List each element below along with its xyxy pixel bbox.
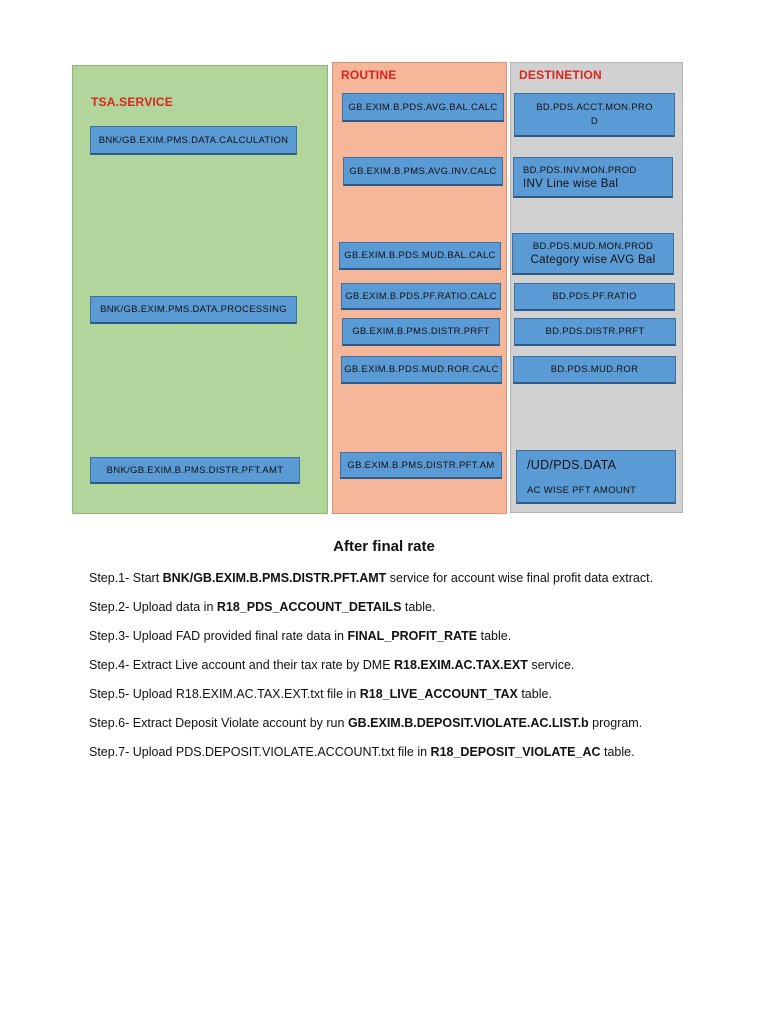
dest-item-inv-mon-prod — [513, 157, 673, 198]
dest-item-inv-mon-prod-line2: INV Line wise Bal — [523, 177, 619, 190]
step-5-text: Step.5- Upload R18.EXIM.AC.TAX.EXT.txt file in — [89, 687, 360, 701]
step-2-text-end: table. — [401, 600, 436, 614]
routine-item-pf-ratio-calc: GB.EXIM.B.PDS.PF.RATIO.CALC — [341, 283, 501, 310]
dest-item-distr-prft: BD.PDS.DISTR.PRFT — [514, 318, 676, 346]
step-4 — [89, 657, 729, 686]
step-7-text: Step.7- Upload PDS.DEPOSIT.VIOLATE.ACCOUNT.txt file in — [89, 745, 431, 759]
dest-item-mud-mon-prod-line2: Category wise AVG Bal — [530, 254, 656, 266]
routine-item-avg-inv-calc: GB.EXIM.B.PMS.AVG.INV.CALC — [343, 157, 503, 186]
dest-item-pf-ratio: BD.PDS.PF.RATIO — [514, 283, 675, 311]
dest-item-acct-mon-prod-line1: BD.PDS.ACCT.MON.PRO — [536, 102, 653, 113]
step-5-bold: R18_LIVE_ACCOUNT_TAX — [359, 687, 518, 701]
step-4-text: Step.4- Extract Live account and their tax rate by DME — [89, 658, 395, 672]
step-1-text-end: service for account wise final profit data extract. — [386, 571, 654, 585]
routine-item-distr-prft: GB.EXIM.B.PMS.DISTR.PRFT — [342, 318, 500, 346]
dest-item-ud-pds-data — [516, 450, 676, 504]
step-4-bold: R18.EXIM.AC.TAX.EXT — [394, 658, 528, 672]
dest-item-ud-pds-data-line2: AC WISE PFT AMOUNT — [527, 484, 637, 496]
routine-item-distr-pft-am: GB.EXIM.B.PMS.DISTR.PFT.AM — [340, 452, 502, 479]
step-6-bold: GB.EXIM.B.DEPOSIT.VIOLATE.AC.LIST.b — [347, 716, 589, 730]
step-1 — [89, 570, 729, 599]
step-7-text-end: table. — [600, 745, 635, 759]
step-5 — [89, 686, 729, 715]
tsa-item-data-calculation: BNK/GB.EXIM.PMS.DATA.CALCULATION — [90, 126, 297, 155]
step-6-text-end: program. — [588, 716, 643, 730]
after-final-rate-heading: After final rate — [333, 538, 435, 555]
dest-item-mud-ror: BD.PDS.MUD.ROR — [513, 356, 676, 384]
routine-item-mud-bal-calc: GB.EXIM.B.PDS.MUD.BAL.CALC — [339, 242, 501, 270]
step-5-text-end: table. — [517, 687, 552, 701]
step-3-bold: FINAL_PROFIT_RATE — [347, 629, 478, 643]
step-3 — [89, 628, 729, 657]
dest-item-inv-mon-prod-line1: BD.PDS.INV.MON.PROD — [523, 164, 637, 176]
step-3-text-end: table. — [477, 629, 512, 643]
dest-item-ud-pds-data-line1: /UD/PDS.DATA — [527, 457, 617, 472]
dest-item-mud-mon-prod — [512, 233, 674, 275]
step-2-text: Step.2- Upload data in — [89, 600, 217, 614]
destination-title: DESTINETION — [519, 68, 602, 82]
step-4-text-end: service. — [527, 658, 575, 672]
dest-item-acct-mon-prod — [514, 93, 675, 137]
routine-item-mud-ror-calc: GB.EXIM.B.PDS.MUD.ROR.CALC — [341, 356, 502, 384]
tsa-item-distr-pft-amt: BNK/GB.EXIM.B.PMS.DISTR.PFT.AMT — [90, 457, 300, 484]
step-7 — [89, 744, 729, 773]
step-6-text: Step.6- Extract Deposit Violate account by run — [89, 716, 348, 730]
tsa-item-data-processing: BNK/GB.EXIM.PMS.DATA.PROCESSING — [90, 296, 297, 324]
dest-item-mud-mon-prod-line1: BD.PDS.MUD.MON.PROD — [532, 241, 654, 252]
step-1-text: Step.1- Start — [89, 571, 163, 585]
step-7-bold: R18_DEPOSIT_VIOLATE_AC — [430, 745, 601, 759]
step-2-bold: R18_PDS_ACCOUNT_DETAILS — [216, 600, 402, 614]
dest-item-acct-mon-prod-line2: D — [590, 116, 599, 127]
routine-item-avg-bal-calc: GB.EXIM.B.PDS.AVG.BAL.CALC — [342, 93, 504, 122]
steps-list — [89, 570, 729, 773]
step-3-text: Step.3- Upload FAD provided final rate data in — [89, 629, 348, 643]
step-2 — [89, 599, 729, 628]
step-6 — [89, 715, 729, 744]
routine-title: ROUTINE — [341, 68, 397, 82]
step-1-bold: BNK/GB.EXIM.B.PMS.DISTR.PFT.AMT — [162, 571, 387, 585]
tsa-service-title: TSA.SERVICE — [91, 95, 173, 109]
